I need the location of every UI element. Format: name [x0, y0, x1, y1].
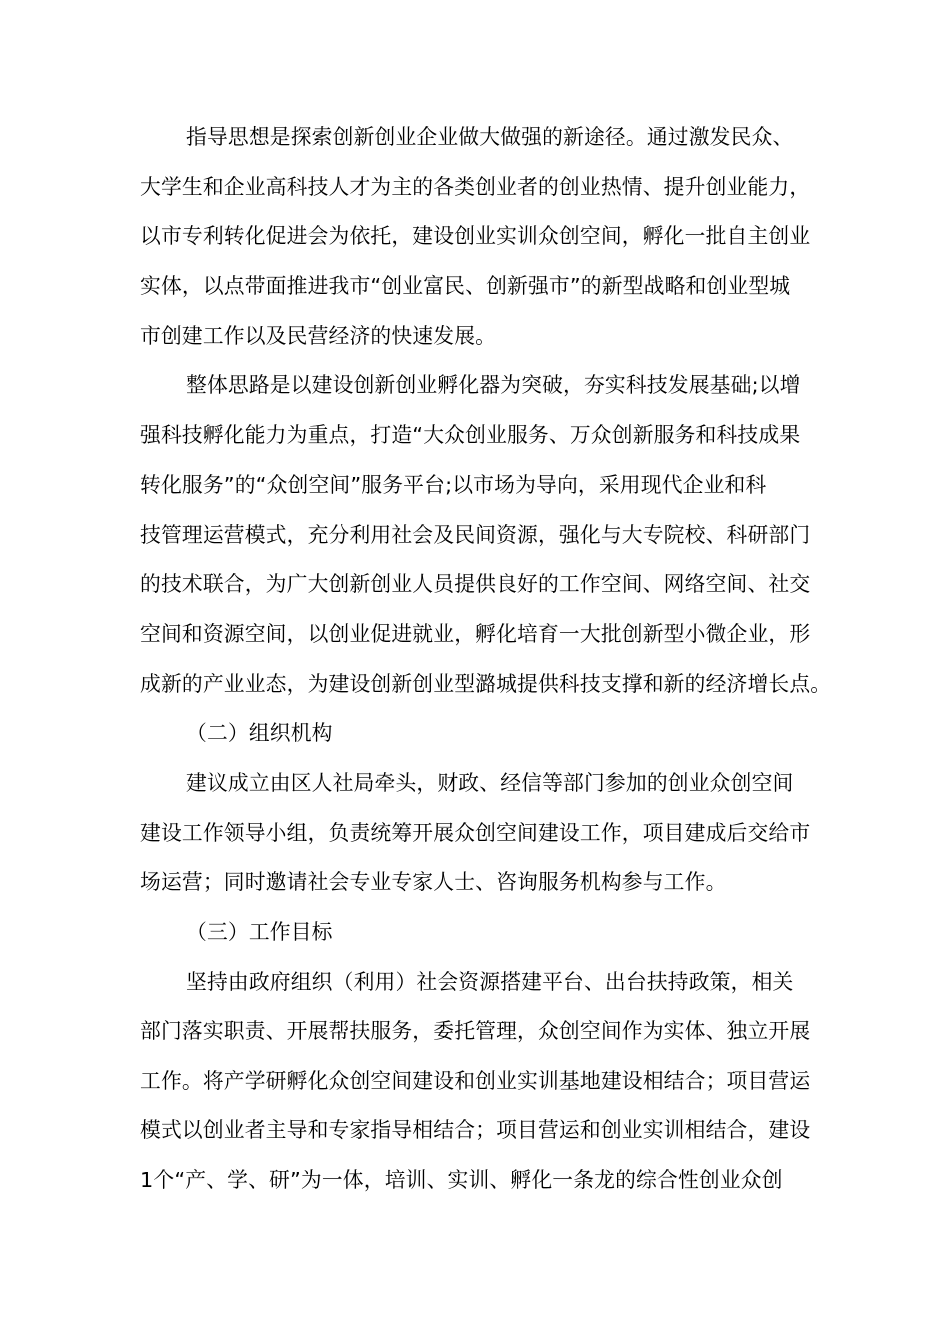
para2-line5: 的技术联合，为广大创新创业人员提供良好的工作空间、网络空间、社交 — [140, 572, 811, 596]
para4-line1: 坚持由政府组织（利用）社会资源搭建平台、出台扶持政策，相关 — [186, 970, 794, 994]
para1-line2: 大学生和企业高科技人才为主的各类创业者的创业热情、提升创业能力， — [140, 175, 811, 199]
para3-line1: 建议成立由区人社局牵头，财政、经信等部门参加的创业众创空间 — [186, 771, 794, 795]
para2-line7: 成新的产业业态，为建设创新创业型潞城提供科技支撑和新的经济增长点。 — [140, 672, 832, 696]
para2-line4: 技管理运营模式，充分利用社会及民间资源，强化与大专院校、科研部门 — [140, 523, 811, 547]
para2-line2: 强科技孵化能力为重点，打造“大众创业服务、万众创新服务和科技成果 — [140, 423, 801, 447]
para4-line2: 部门落实职责、开展帮扶服务，委托管理，众创空间作为实体、独立开展 — [140, 1019, 811, 1043]
para1-line1: 指导思想是探索创新创业企业做大做强的新途径。通过激发民众、 — [186, 125, 794, 149]
para4-line4: 模式以创业者主导和专家指导相结合；项目营运和创业实训相结合，建设 — [140, 1118, 811, 1142]
para1-line5: 市创建工作以及民营经济的快速发展。 — [140, 324, 497, 348]
para3-line3: 场运营；同时邀请社会专业专家人士、咨询服务机构参与工作。 — [140, 870, 727, 894]
section-heading-goals: （三）工作目标 — [186, 920, 333, 944]
para2-line3: 转化服务”的“众创空间”服务平台;以市场为导向，采用现代企业和科 — [140, 473, 767, 497]
para4-line3: 工作。将产学研孵化众创空间建设和创业实训基地建设相结合；项目营运 — [140, 1069, 811, 1093]
para1-line3: 以市专利转化促进会为依托，建设创业实训众创空间，孵化一批自主创业 — [140, 224, 811, 248]
para4-line5: 1个“产、学、研”为一体，培训、实训、孵化一条龙的综合性创业众创 — [140, 1168, 783, 1192]
para2-line1: 整体思路是以建设创新创业孵化器为突破，夯实科技发展基础;以增 — [186, 373, 801, 397]
section-heading-organization: （二）组织机构 — [186, 721, 333, 745]
para1-line4: 实体，以点带面推进我市“创业富民、创新强市”的新型战略和创业型城 — [140, 274, 791, 298]
para3-line2: 建设工作领导小组，负责统筹开展众创空间建设工作，项目建成后交给市 — [140, 821, 811, 845]
para2-line6: 空间和资源空间，以创业促进就业，孵化培育一大批创新型小微企业，形 — [140, 622, 811, 646]
